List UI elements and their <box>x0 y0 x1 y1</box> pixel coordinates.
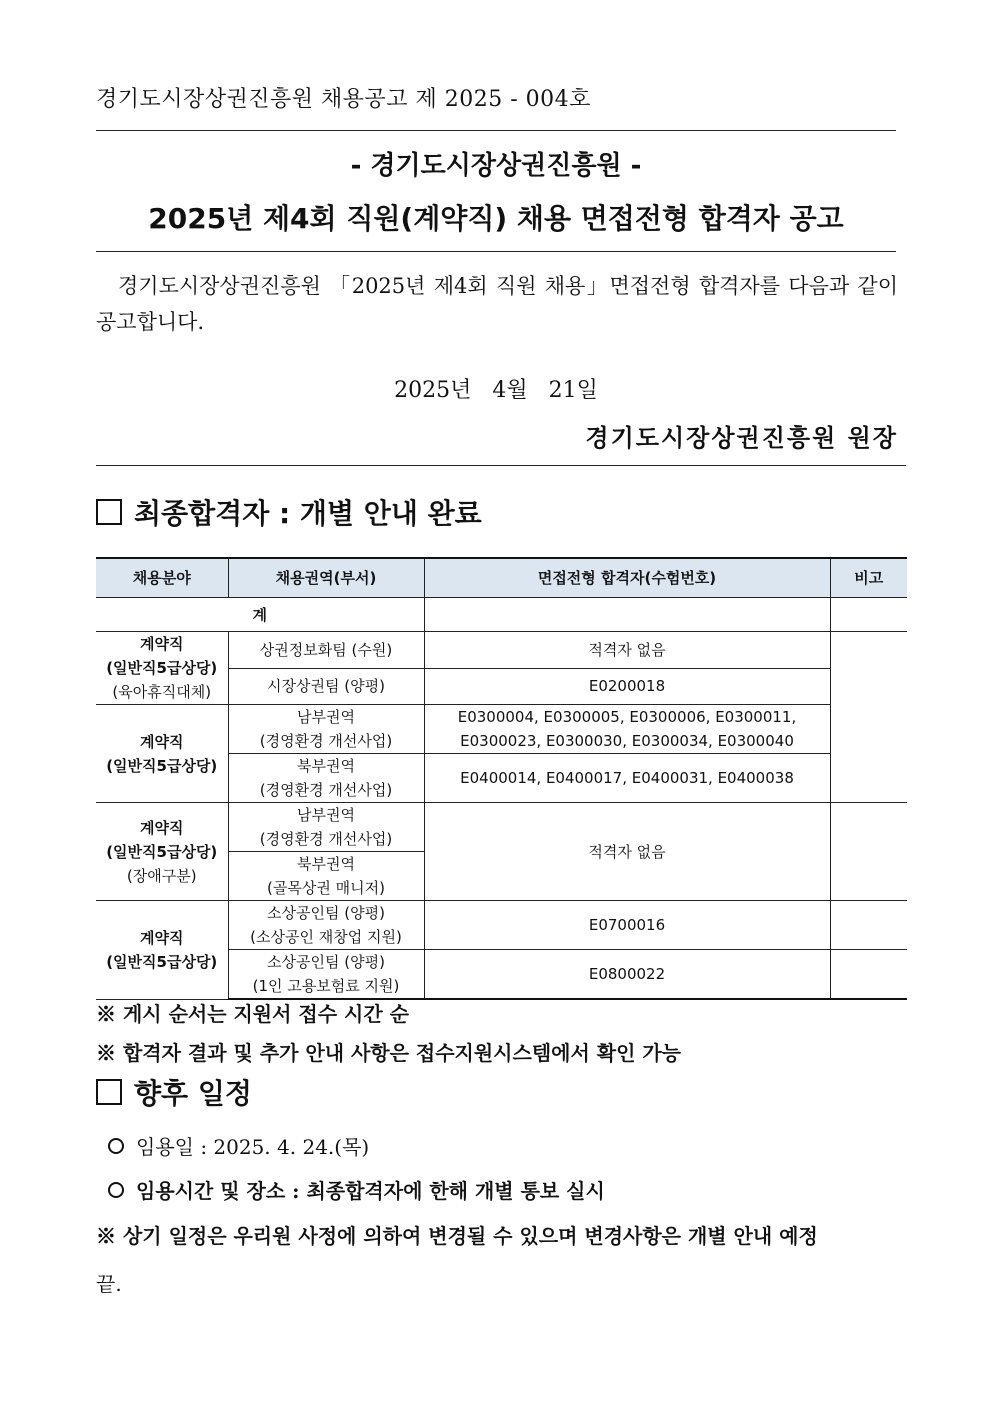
main-title: 2025년 제4회 직원(계약직) 채용 면접전형 합격자 공고 <box>148 202 844 235</box>
table-row <box>96 705 907 754</box>
field-type: 계약직 <box>140 732 184 751</box>
passers-text: E0300004, E0300005, E0300006, E0300011, <box>457 708 797 726</box>
passers-cell <box>424 950 830 1000</box>
announcement-date: 2025년 4월 21일 <box>394 378 598 403</box>
dept-name: 소상공인팀 (양평) <box>267 953 385 971</box>
col-header-field: 채용분야 <box>96 558 228 598</box>
note-order: ※ 게시 순서는 지원서 접수 시간 순 <box>96 1002 409 1026</box>
table-row <box>96 632 907 669</box>
total-remarks-cell <box>830 598 907 632</box>
dept-cell <box>228 668 424 705</box>
passers-text: E0400014, E0400017, E0400031, E0400038 <box>460 769 794 787</box>
notice-number: 경기도시장상권진흥원 채용공고 제 2025 - 004호 <box>96 87 591 112</box>
schedule-item-text: 임용시간 및 장소 : 최종합격자에 한해 개별 통보 실시 <box>136 1179 605 1203</box>
circle-bullet-icon <box>108 1182 124 1198</box>
closing-mark: 끝. <box>96 1272 122 1296</box>
field-grade: (일반직5급상당) <box>106 659 218 677</box>
dept-sub: (경영환경 개선사업) <box>259 781 393 799</box>
field-note: (육아휴직대체) <box>112 683 212 701</box>
signer-divider <box>96 465 906 466</box>
dept-sub: (경영환경 개선사업) <box>259 732 393 750</box>
checkbox-square-icon <box>96 1079 122 1105</box>
passers-cell <box>424 668 830 705</box>
dept-name: 남부권역 <box>297 806 355 824</box>
passers-text: E0800022 <box>588 965 666 983</box>
circle-bullet-icon <box>108 1138 124 1154</box>
col-header-remarks: 비고 <box>830 558 907 598</box>
total-passers-cell <box>424 598 830 632</box>
results-table <box>96 557 907 1000</box>
dept-cell <box>228 803 424 852</box>
field-type: 계약직 <box>140 928 184 947</box>
top-divider <box>96 130 896 131</box>
passers-cell <box>424 705 830 754</box>
schedule-note: ※ 상기 일정은 우리원 사정에 의하여 변경될 수 있으며 변경사항은 개별 안내 예정 <box>96 1224 818 1248</box>
dept-name: 시장상권팀 (양평) <box>267 677 385 696</box>
dept-cell <box>228 632 424 669</box>
passers-cell <box>424 901 830 950</box>
dept-name: 남부권역 <box>297 708 355 726</box>
passers-text: E0200018 <box>588 677 666 696</box>
schedule-item-text: 임용일 : 2025. 4. 24.(목) <box>136 1135 370 1159</box>
col-header-dept: 채용권역(부서) <box>228 558 424 598</box>
passers-text: E0700016 <box>588 916 666 934</box>
passers-text: 적격자 없음 <box>588 640 666 659</box>
field-cell <box>96 803 228 901</box>
section-title: 향후 일정 <box>134 1077 252 1110</box>
passers-cell <box>424 803 830 901</box>
passers-text: E0300023, E0300030, E0300034, E0300040 <box>460 732 794 750</box>
dept-sub: (1인 고용보험료 지원) <box>252 977 400 995</box>
passers-text: 적격자 없음 <box>588 842 666 861</box>
field-grade: (일반직5급상당) <box>106 952 218 971</box>
schedule-item <box>108 1131 369 1160</box>
table-row <box>96 901 907 950</box>
passers-cell <box>424 632 830 669</box>
dept-sub: (골목상권 매니저) <box>267 879 385 897</box>
field-grade: (일반직5급상당) <box>106 842 218 861</box>
org-title: - 경기도시장상권진흥원 - <box>350 151 642 181</box>
dept-name: 소상공인팀 (양평) <box>267 904 385 922</box>
dept-cell <box>228 901 424 950</box>
field-cell <box>96 901 228 1000</box>
dept-cell <box>228 852 424 901</box>
intro-paragraph: 경기도시장상권진흥원 「2025년 제4회 직원 채용」면접전형 합격자를 다음과 같이 공고합니다. <box>96 274 898 334</box>
total-label: 계 <box>96 598 424 632</box>
field-cell <box>96 632 228 705</box>
note-system: ※ 합격자 결과 및 추가 안내 사항은 접수지원시스템에서 확인 가능 <box>96 1041 681 1065</box>
field-cell <box>96 705 228 803</box>
field-note: (장애구분) <box>126 866 197 885</box>
dept-sub: (소상공인 재창업 지원) <box>250 928 402 946</box>
field-type: 계약직 <box>140 818 184 837</box>
dept-name: 북부권역 <box>297 855 355 873</box>
remarks-cell <box>830 901 907 950</box>
dept-name: 상권정보화팀 (수원) <box>259 640 393 659</box>
remarks-cell <box>830 803 907 901</box>
table-header-row <box>96 558 907 598</box>
dept-cell <box>228 705 424 754</box>
section-final-passers <box>96 492 482 532</box>
remarks-cell <box>830 950 907 1000</box>
section-schedule <box>96 1072 252 1112</box>
dept-cell <box>228 754 424 803</box>
passers-cell <box>424 754 830 803</box>
signer: 경기도시장상권진흥원 원장 <box>585 423 898 452</box>
dept-sub: (경영환경 개선사업) <box>259 830 393 848</box>
section-title: 최종합격자 : 개별 안내 완료 <box>134 497 482 530</box>
remarks-cell <box>830 632 907 803</box>
dept-name: 북부권역 <box>297 757 355 775</box>
schedule-item <box>108 1175 605 1204</box>
field-type: 계약직 <box>140 635 184 653</box>
total-row <box>96 598 907 632</box>
col-header-passers: 면접전형 합격자(수험번호) <box>424 558 830 598</box>
field-grade: (일반직5급상당) <box>106 756 218 775</box>
table-row <box>96 803 907 852</box>
checkbox-square-icon <box>96 499 122 525</box>
title-divider <box>96 251 896 252</box>
dept-cell <box>228 950 424 1000</box>
